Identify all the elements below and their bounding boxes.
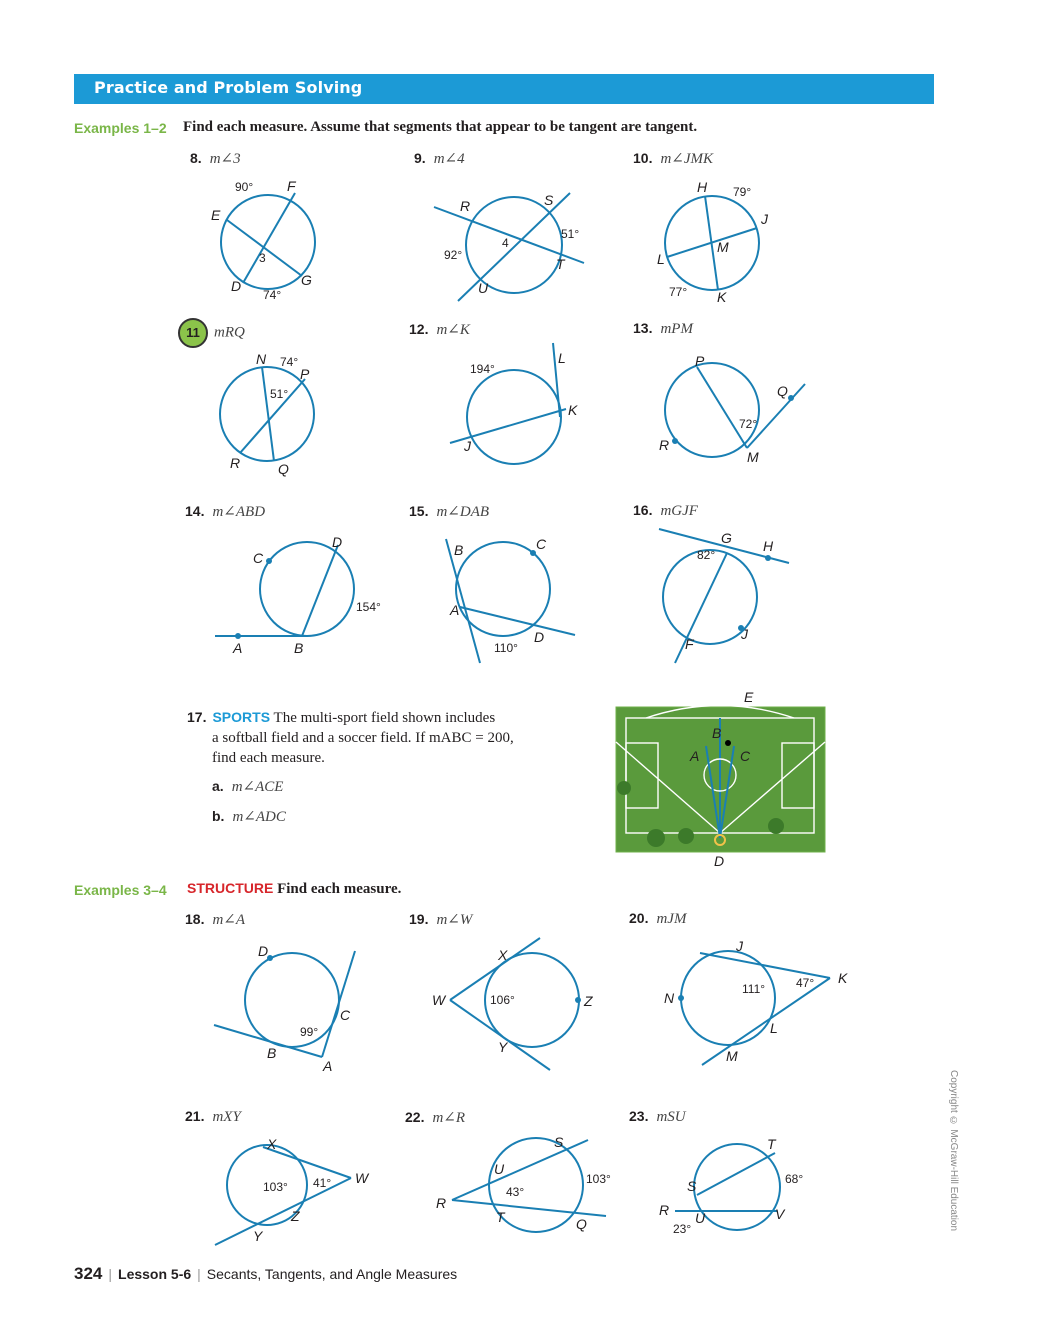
figure-22 bbox=[430, 1130, 620, 1240]
svg-text:D: D bbox=[258, 943, 269, 959]
figure-15 bbox=[440, 535, 590, 670]
svg-text:J: J bbox=[464, 438, 471, 454]
figure-11 bbox=[210, 350, 330, 480]
problem-16: 16. mGJF bbox=[633, 502, 698, 519]
svg-text:90°: 90° bbox=[235, 180, 254, 194]
instruction-1: Find each measure. Assume that segments that appear to be tangent are tangent. bbox=[183, 119, 698, 135]
svg-text:68°: 68° bbox=[785, 1172, 804, 1186]
svg-text:J: J bbox=[761, 211, 768, 227]
svg-text:C: C bbox=[253, 550, 264, 566]
svg-text:Y: Y bbox=[498, 1039, 508, 1055]
problem-15: 15. m∠DAB bbox=[409, 503, 490, 520]
problem-22: 22. m∠R bbox=[405, 1109, 466, 1126]
svg-text:X: X bbox=[498, 947, 508, 963]
svg-text:P: P bbox=[695, 353, 705, 369]
problem-17b: b. m∠ADC bbox=[212, 808, 286, 825]
problem-18: 18. m∠A bbox=[185, 911, 246, 928]
section-banner bbox=[74, 74, 934, 104]
svg-text:W: W bbox=[355, 1170, 369, 1186]
figure-16 bbox=[655, 525, 805, 665]
svg-text:Q: Q bbox=[576, 1216, 587, 1232]
svg-text:51°: 51° bbox=[561, 227, 580, 241]
svg-text:77°: 77° bbox=[669, 285, 688, 299]
svg-text:K: K bbox=[568, 402, 578, 418]
svg-text:D: D bbox=[332, 534, 343, 550]
svg-text:G: G bbox=[301, 272, 312, 288]
instruction-2: STRUCTURE Find each measure. bbox=[187, 880, 402, 897]
problem-17a: a. m∠ACE bbox=[212, 778, 284, 795]
svg-text:K: K bbox=[717, 289, 727, 305]
svg-text:M: M bbox=[747, 449, 759, 465]
problem-11: 11 mRQ bbox=[178, 318, 245, 348]
svg-text:B: B bbox=[454, 542, 464, 558]
problem-20: 20. mJM bbox=[629, 910, 687, 927]
examples-label-1: Examples 1–2 bbox=[74, 120, 167, 136]
svg-text:99°: 99° bbox=[300, 1025, 319, 1039]
svg-text:H: H bbox=[763, 538, 774, 554]
svg-text:47°: 47° bbox=[796, 976, 815, 990]
problem-19: 19. m∠W bbox=[409, 911, 473, 928]
sports-field-image bbox=[616, 688, 826, 870]
svg-text:T: T bbox=[556, 256, 565, 272]
svg-text:Z: Z bbox=[291, 1208, 300, 1224]
svg-text:D: D bbox=[714, 853, 725, 869]
svg-text:K: K bbox=[838, 970, 848, 986]
svg-text:Q: Q bbox=[777, 383, 788, 399]
problem-9: 9. m∠4 bbox=[414, 150, 465, 167]
svg-text:A: A bbox=[233, 640, 243, 656]
svg-text:P: P bbox=[300, 366, 310, 382]
problem-14: 14. m∠ABD bbox=[185, 503, 266, 520]
svg-text:N: N bbox=[664, 990, 675, 1006]
svg-text:79°: 79° bbox=[733, 185, 752, 199]
figure-8 bbox=[205, 178, 325, 303]
figure-21 bbox=[205, 1135, 375, 1250]
svg-text:194°: 194° bbox=[470, 362, 495, 376]
svg-text:E: E bbox=[211, 207, 221, 223]
problem-23: 23. mSU bbox=[629, 1108, 686, 1125]
svg-text:E: E bbox=[744, 689, 754, 705]
svg-text:Q: Q bbox=[278, 461, 289, 477]
svg-text:M: M bbox=[717, 239, 729, 255]
svg-text:4: 4 bbox=[502, 236, 509, 250]
svg-text:U: U bbox=[494, 1161, 505, 1177]
svg-text:S: S bbox=[687, 1178, 697, 1194]
figure-12 bbox=[440, 335, 590, 465]
svg-text:F: F bbox=[685, 636, 694, 652]
svg-text:C: C bbox=[340, 1007, 351, 1023]
svg-text:B: B bbox=[294, 640, 304, 656]
examples-label-2: Examples 3–4 bbox=[74, 882, 167, 898]
problem-13: 13. mPM bbox=[633, 320, 693, 337]
svg-text:Y: Y bbox=[253, 1228, 263, 1244]
svg-text:82°: 82° bbox=[697, 548, 716, 562]
svg-text:M: M bbox=[726, 1048, 738, 1064]
svg-text:U: U bbox=[695, 1210, 706, 1226]
figure-23 bbox=[655, 1135, 815, 1240]
copyright-notice: Copyright © McGraw-Hill Education bbox=[948, 1070, 959, 1232]
svg-text:154°: 154° bbox=[356, 600, 381, 614]
svg-text:111°: 111° bbox=[742, 982, 766, 996]
problem-21: 21. mXY bbox=[185, 1108, 241, 1125]
svg-text:G: G bbox=[721, 530, 732, 546]
svg-text:103°: 103° bbox=[586, 1172, 611, 1186]
svg-text:V: V bbox=[775, 1206, 785, 1222]
figure-19 bbox=[430, 940, 593, 1075]
svg-text:103°: 103° bbox=[263, 1180, 288, 1194]
svg-text:R: R bbox=[659, 437, 670, 453]
lesson-label: Lesson 5-6 bbox=[118, 1266, 192, 1282]
svg-text:51°: 51° bbox=[270, 387, 289, 401]
svg-text:L: L bbox=[770, 1020, 778, 1036]
svg-text:A: A bbox=[690, 748, 700, 764]
svg-text:92°: 92° bbox=[444, 248, 463, 262]
svg-text:N: N bbox=[256, 351, 267, 367]
svg-text:C: C bbox=[740, 748, 751, 764]
svg-text:72°: 72° bbox=[739, 417, 758, 431]
problem-8: 8. m∠3 bbox=[190, 150, 241, 167]
svg-text:74°: 74° bbox=[263, 288, 282, 302]
problem-12: 12. m∠K bbox=[409, 321, 470, 338]
svg-text:B: B bbox=[267, 1045, 277, 1061]
svg-text:R: R bbox=[230, 455, 241, 471]
svg-text:X: X bbox=[267, 1136, 277, 1152]
svg-text:J: J bbox=[736, 938, 743, 954]
svg-text:106°: 106° bbox=[490, 993, 515, 1007]
svg-text:110°: 110° bbox=[494, 641, 518, 655]
svg-text:S: S bbox=[554, 1134, 564, 1150]
svg-text:U: U bbox=[478, 280, 489, 296]
svg-text:R: R bbox=[659, 1202, 670, 1218]
svg-text:C: C bbox=[536, 536, 547, 552]
svg-text:A: A bbox=[450, 602, 460, 618]
svg-text:T: T bbox=[767, 1136, 776, 1152]
svg-text:3: 3 bbox=[259, 251, 266, 265]
svg-text:D: D bbox=[231, 278, 242, 294]
page-number: 324 bbox=[74, 1264, 103, 1283]
figure-14 bbox=[210, 535, 380, 660]
svg-text:74°: 74° bbox=[280, 355, 299, 369]
svg-text:23°: 23° bbox=[673, 1222, 692, 1236]
svg-text:B: B bbox=[712, 725, 722, 741]
svg-text:A: A bbox=[323, 1058, 333, 1074]
svg-text:R: R bbox=[436, 1195, 447, 1211]
section-title: Practice and Problem Solving bbox=[94, 78, 363, 97]
svg-text:41°: 41° bbox=[313, 1176, 332, 1190]
svg-text:H: H bbox=[697, 179, 708, 195]
figure-10 bbox=[655, 180, 775, 305]
svg-text:W: W bbox=[432, 992, 446, 1008]
svg-text:J: J bbox=[741, 626, 748, 642]
lesson-title: Secants, Tangents, and Angle Measures bbox=[206, 1266, 458, 1282]
figure-20 bbox=[660, 935, 850, 1070]
svg-text:T: T bbox=[496, 1209, 505, 1225]
svg-text:L: L bbox=[657, 251, 665, 267]
figure-9 bbox=[430, 185, 590, 305]
figure-18 bbox=[210, 945, 370, 1075]
svg-text:F: F bbox=[287, 178, 296, 194]
svg-text:L: L bbox=[558, 350, 566, 366]
svg-text:D: D bbox=[534, 629, 545, 645]
svg-text:43°: 43° bbox=[506, 1185, 525, 1199]
problem-10: 10. m∠JMK bbox=[633, 150, 714, 167]
figure-13 bbox=[655, 350, 815, 470]
page-footer: 324 | Lesson 5-6 | Secants, Tangents, and Angle Measures bbox=[74, 1264, 458, 1283]
svg-text:R: R bbox=[460, 198, 471, 214]
svg-text:S: S bbox=[544, 192, 554, 208]
svg-text:Z: Z bbox=[584, 993, 593, 1009]
problem-17-text: 17. SPORTS The multi-sport field shown includes a softball field and a soccer field. If mABC = 200, find each measure. bbox=[187, 709, 514, 766]
